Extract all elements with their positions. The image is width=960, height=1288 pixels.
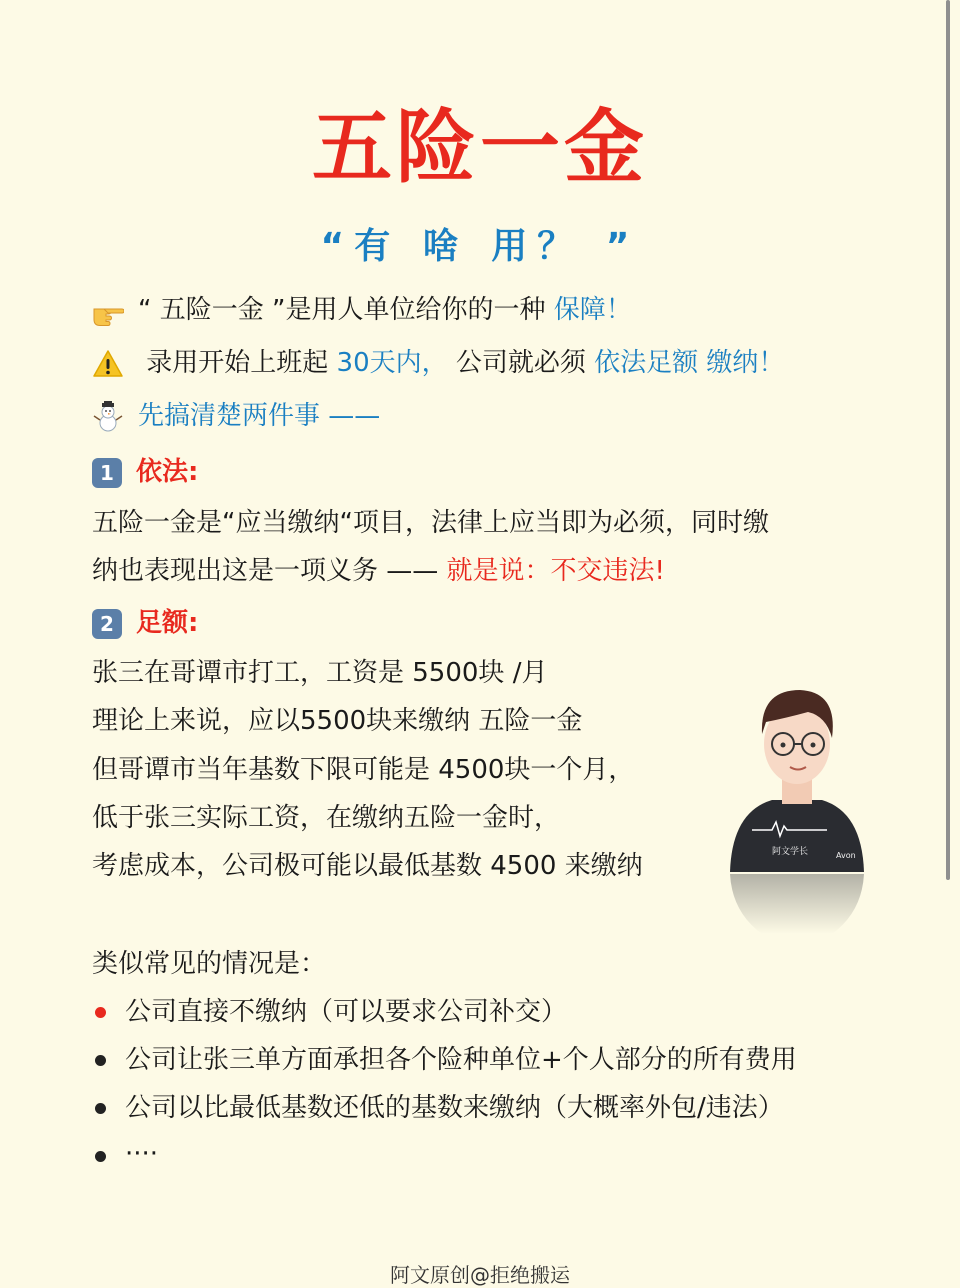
highlight-illegal: 就是说：不交违法! (446, 556, 665, 586)
number-1-icon: 1 (92, 458, 122, 488)
intro-line-3: 先搞清楚两件事 —— (92, 396, 380, 436)
section-1-heading: 1 依法: (92, 452, 198, 492)
bullet-dot (95, 1151, 106, 1162)
avatar (722, 672, 872, 952)
section-2-line: 理论上来说，应以5500块来缴纳 五险一金 (92, 706, 583, 736)
footer-watermark: 阿文原创@拒绝搬运 (390, 1263, 570, 1287)
warning-icon (92, 348, 124, 380)
avatar-brand-text: Avon (836, 851, 856, 860)
highlight-pay-in-full: 依法足额 缴纳！ (594, 348, 785, 378)
bullet-dot (95, 1103, 106, 1114)
intro-line-2: 录用开始上班起 30天内， 公司就必须 依法足额 缴纳！ (92, 343, 784, 383)
intro-line-1: “ 五险一金 ”是用人单位给你的一种 保障！ (92, 290, 632, 330)
section-2-line: 张三在哥谭市打工，工资是 5500块 /月 (92, 658, 548, 688)
bullet-dot (95, 1055, 106, 1066)
number-2-icon: 2 (92, 609, 122, 639)
list-item: 公司让张三单方面承担各个险种单位+个人部分的所有费用 (125, 1045, 797, 1075)
page-title: 五险一金 (312, 101, 648, 194)
highlight-30-days: 30天内， (336, 348, 448, 378)
page-subtitle: “有 啥 用？ ” (320, 226, 640, 267)
situations-heading: 类似常见的情况是： (92, 949, 327, 979)
section-1-paragraph-line-2: 纳也表现出这是一项义务 —— 就是说：不交违法! (92, 556, 665, 586)
bullet-dot (95, 1007, 106, 1018)
section-2-line: 低于张三实际工资，在缴纳五险一金时， (92, 803, 561, 833)
snowman-icon (92, 401, 124, 433)
list-item: ···· (125, 1139, 159, 1169)
list-item: 公司直接不缴纳（可以要求公司补交） (125, 997, 568, 1027)
list-item: 公司以比最低基数还低的基数来缴纳（大概率外包/违法） (125, 1093, 784, 1123)
avatar-shirt-text: 阿文学长 (772, 847, 809, 857)
section-1-paragraph-line-1: 五险一金是“应当缴纳“项目，法律上应当即为必须，同时缴 (92, 508, 769, 538)
section-2-line: 考虑成本，公司极可能以最低基数 4500 来缴纳 (92, 851, 643, 881)
section-2-heading: 2 足额: (92, 603, 198, 643)
highlight-protection: 保障！ (553, 295, 632, 325)
section-2-line: 但哥谭市当年基数下限可能是 4500块一个月， (92, 755, 635, 785)
pointing-hand-icon (92, 295, 124, 327)
